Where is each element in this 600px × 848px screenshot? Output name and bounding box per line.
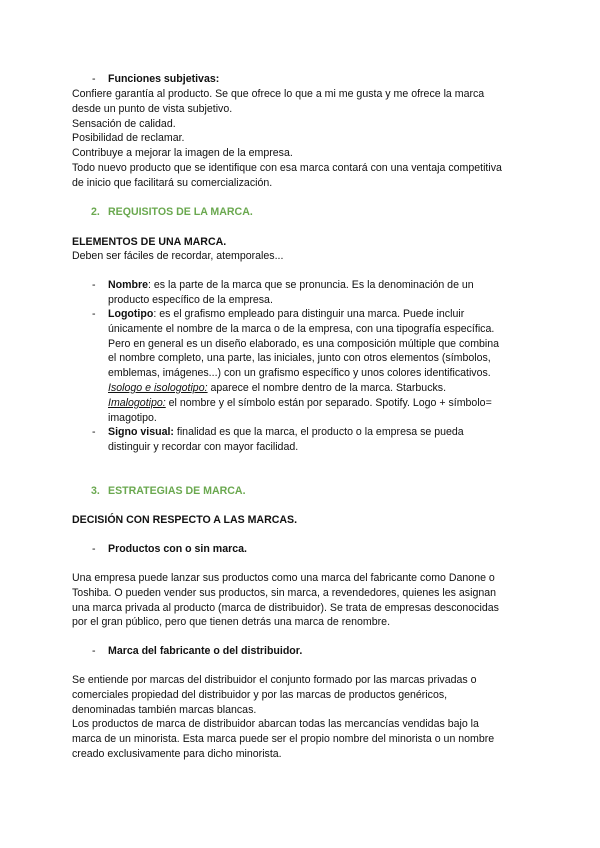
text-line: Los productos de marca de distribuidor abarcan todas las mercancías vendidas bajo la: [72, 718, 479, 731]
paragraph-distribuidor: [72, 673, 494, 762]
text-line: Una empresa puede lanzar sus productos como una marca del fabricante como Danone o: [72, 572, 495, 584]
funciones-subjetivas-text: [72, 87, 502, 191]
bullet-dash: -: [92, 543, 96, 555]
paragraph-productos: [72, 571, 499, 630]
term-label: Nombre: [108, 279, 149, 291]
subheading-productos-marca: Productos con o sin marca.: [108, 543, 247, 555]
text-line: una marca privada al producto (marca de distribuidor). Se trata de empresas desconocidas: [72, 601, 499, 614]
term-label: Signo visual:: [108, 426, 174, 438]
text-line: marca de un minorista. Esta marca puede ser el propio nombre del minorista o un nombre: [72, 733, 495, 746]
text-line: Se entiende por marcas del distribuidor el conjunto formado por las marcas privadas o: [72, 674, 477, 686]
subheading-decision: DECISIÓN CON RESPECTO A LAS MARCAS.: [72, 514, 298, 526]
bullet-dash: -: [92, 73, 96, 85]
text-line: Toshiba. O pueden vender sus productos, sin marca, a revendedores, quienes les asignan: [72, 586, 497, 599]
list-item-signo-visual: [108, 425, 464, 455]
term-text: el nombre y el símbolo están por separado. Spotify. Logo + símbolo=: [165, 396, 492, 409]
text-line: distinguir y recordar con mayor facilidad.: [108, 440, 299, 453]
section-number: 2.: [91, 206, 100, 218]
text-line: por el gran público, pero que tienen detrás una marca de renombre.: [72, 616, 391, 629]
section-title-estrategias: ESTRATEGIAS DE MARCA.: [108, 485, 246, 497]
bullet-dash: -: [92, 308, 96, 320]
text-line: Todo nuevo producto que se identifique con esa marca contará con una ventaja competitiva: [72, 161, 502, 174]
text-line: de inicio que facilitará su comercialización.: [72, 176, 273, 189]
term-imalogotipo: Imalogotipo:: [108, 396, 166, 409]
list-item-nombre: [108, 278, 474, 308]
text-line: el nombre completo, una parte, las iniciales, junto con otros elementos (símbolos,: [108, 352, 491, 365]
text-line: producto específico de la empresa.: [108, 293, 273, 306]
term-label: Logotipo: [108, 308, 154, 320]
list-item-logotipo: [108, 307, 499, 425]
text-line: denominadas también marcas blancas.: [72, 703, 257, 716]
term-text: aparece el nombre dentro de la marca. Starbucks.: [207, 381, 447, 394]
text-line: Sensación de calidad.: [72, 117, 176, 130]
section-title-requisitos: REQUISITOS DE LA MARCA.: [108, 206, 253, 218]
text-line: Confiere garantía al producto. Se que ofrece lo que a mi me gusta y me ofrece la marca: [72, 88, 485, 100]
term-text: : es la parte de la marca que se pronuncia. Es la denominación de un: [148, 279, 474, 291]
subheading-elementos: ELEMENTOS DE UNA MARCA.: [72, 236, 227, 248]
text-line: desde un punto de vista subjetivo.: [72, 102, 233, 115]
section-number: 3.: [91, 485, 100, 497]
text-line: únicamente el nombre de la marca o de la empresa, con una tipografía específica.: [108, 322, 495, 335]
bullet-dash: -: [92, 426, 96, 438]
subheading-funciones-subjetivas: Funciones subjetivas:: [108, 73, 220, 85]
text-line: emblemas, imágenes...) con un grafismo específico y unos colores identificativos.: [108, 367, 491, 380]
subheading-fabricante-distribuidor: Marca del fabricante o del distribuidor.: [108, 645, 303, 657]
term-text: finalidad es que la marca, el producto o la empresa se pueda: [173, 426, 464, 438]
text-line: imagotipo.: [108, 411, 157, 424]
intro-text: Deben ser fáciles de recordar, atemporales...: [72, 250, 284, 262]
bullet-dash: -: [92, 645, 96, 657]
text-line: Contribuye a mejorar la imagen de la empresa.: [72, 147, 293, 160]
term-isologo: Isologo e isologotipo:: [108, 381, 208, 394]
term-text: : es el grafismo empleado para distinguir una marca. Puede incluir: [153, 308, 465, 320]
text-line: comerciales propiedad del distribuidor y por las marcas de productos genéricos,: [72, 688, 448, 701]
bullet-dash: -: [92, 279, 96, 291]
text-line: Posibilidad de reclamar.: [72, 132, 185, 145]
text-line: Pero en general es un diseño elaborado, es una composición múltiple que combina: [108, 337, 500, 350]
text-line: creado exclusivamente para dicho minorista.: [72, 747, 282, 760]
